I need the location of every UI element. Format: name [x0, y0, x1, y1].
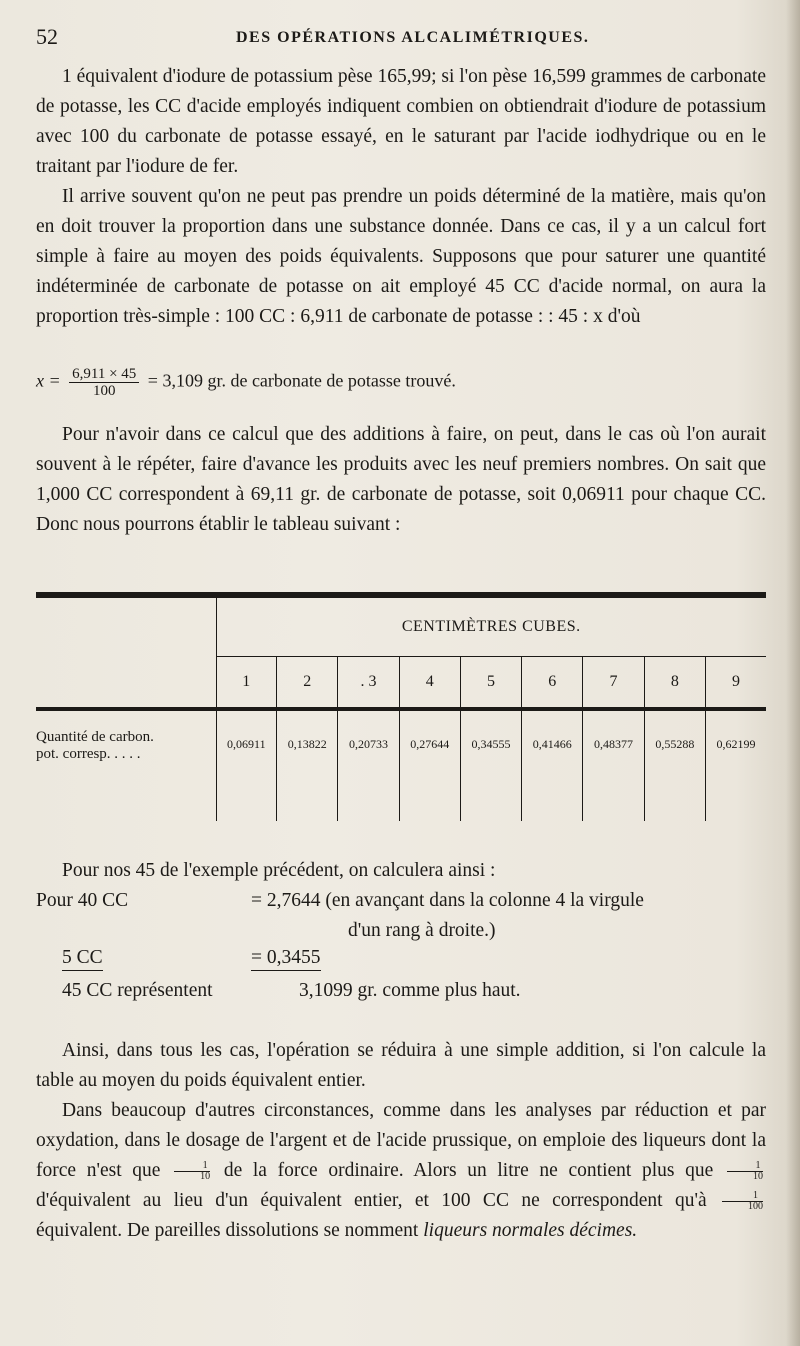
- table-corner: [36, 598, 216, 657]
- formula-numerator: 6,911 × 45: [69, 366, 139, 383]
- decimes-text-a: Dans beaucoup d'autres circonstances, comme dans les analyses par réduction et par oxydation, dans le dosage de l'argent et de l'acide prussique, on emploie des liqueurs dont la force n'est que: [36, 1100, 766, 1181]
- table-cell: 0,06911: [216, 711, 277, 777]
- decimes-text-b: de la force ordinaire. Alors un litre ne contient plus que: [223, 1160, 714, 1181]
- paragraph-additions: Pour n'avoir dans ce calcul que des additions à faire, on peut, dans le cas où l'on aurait souvent à le répéter, faire d'avance les produits avec les neuf premiers nombres. On sait que 1,000 CC correspondent à 69,11 gr. de carbonate de potasse, soit 0,06911 pour chaque CC. Donc nous pourrons établir le tableau suivant :: [36, 424, 766, 535]
- row-label-line2: pot. corresp. . . . .: [36, 746, 141, 762]
- example-45-right: 3,1099 gr. comme plus haut.: [299, 980, 521, 1001]
- formula-rhs: = 3,109 gr. de carbonate de potasse trouvé.: [147, 370, 456, 391]
- fraction-one-tenth-2: $\frac{1}{10}$: [727, 1161, 763, 1182]
- example-40-left: Pour 40 CC: [36, 890, 129, 911]
- column-header: 9: [705, 657, 766, 708]
- column-header: 1: [216, 657, 277, 708]
- paragraph-addition: Ainsi, dans tous les cas, l'opération se réduira à une simple addition, si l'on calcule la table au moyen du poids équivalent entier.: [36, 1040, 766, 1091]
- page-header: [36, 24, 776, 54]
- column-header: 5: [460, 657, 521, 708]
- table-cell: 0,34555: [460, 711, 521, 777]
- table-caption: CENTIMÈTRES CUBES.: [216, 598, 766, 657]
- column-header: 6: [522, 657, 583, 708]
- table-cell: 0,62199: [705, 711, 766, 777]
- decimes-text-c: d'équivalent au lieu d'un équivalent entier, et 100 CC ne correspondent qu'à: [36, 1190, 707, 1211]
- fraction-one-tenth: $\frac{1}{10}$: [174, 1161, 210, 1182]
- table-tail: [36, 777, 766, 821]
- formula-lhs: x =: [36, 370, 61, 391]
- body-text-before-table: [36, 420, 766, 540]
- table-cell: 0,27644: [399, 711, 460, 777]
- example-5-left: 5 CC: [62, 946, 103, 971]
- table-caption-row: [36, 598, 766, 657]
- column-header: 2: [277, 657, 338, 708]
- column-header: 8: [644, 657, 705, 708]
- decimes-term: liqueurs normales décimes.: [423, 1220, 638, 1241]
- example-5-right: = 0,3455: [251, 946, 321, 971]
- example-40-continuation: d'un rang à droite.): [348, 920, 496, 941]
- example-calculation: [36, 856, 766, 1006]
- page-number: 52: [36, 24, 58, 49]
- paragraph-iodure: 1 équivalent d'iodure de potassium pèse 165,99; si l'on pèse 16,599 grammes de carbonate de potasse, les CC d'acide employés indiquent combien on obtiendrait d'iodure de potassium avec 100 du carbonate de potasse essayé, en le saturant par l'acide iodhydrique ou en le traitant par l'iodure de fer.: [36, 66, 766, 177]
- column-header: . 3: [338, 657, 399, 708]
- table-cell: 0,41466: [522, 711, 583, 777]
- example-intro: Pour nos 45 de l'exemple précédent, on calculera ainsi :: [62, 860, 496, 881]
- example-45-left: 45 CC représentent: [62, 980, 213, 1001]
- table-row: [36, 711, 766, 777]
- body-text-top: [36, 62, 766, 332]
- table-cell: 0,48377: [583, 711, 644, 777]
- formula-denominator: 100: [92, 383, 116, 399]
- table-corner-2: [36, 657, 216, 708]
- row-label: [36, 711, 216, 777]
- example-line-40-cont: [36, 916, 766, 946]
- table-column-headers: [36, 657, 766, 708]
- example-line-40: [36, 886, 766, 916]
- row-label-line1: Quantité de carbon.: [36, 729, 154, 745]
- fraction-one-hundredth: $\frac{1}{100}$: [722, 1191, 763, 1212]
- table-cell: 0,20733: [338, 711, 399, 777]
- column-header: 4: [399, 657, 460, 708]
- running-head: DES OPÉRATIONS ALCALIMÉTRIQUES.: [236, 29, 590, 46]
- column-header: 7: [583, 657, 644, 708]
- example-line-45: [36, 976, 766, 1006]
- body-text-bottom: [36, 1036, 766, 1246]
- equivalents-table: [36, 592, 766, 821]
- example-40-right: = 2,7644 (en avançant dans la colonne 4 la virgule: [251, 890, 644, 911]
- formula-fraction: [69, 366, 139, 399]
- page-edge-shadow: [786, 0, 800, 1346]
- decimes-text-d: équivalent. De pareilles dissolutions se nomment: [36, 1220, 419, 1241]
- paragraph-decimes: [36, 1096, 766, 1246]
- example-line-5: [36, 946, 766, 976]
- paragraph-proportion: Il arrive souvent qu'on ne peut pas prendre un poids déterminé de la matière, mais qu'on en doit trouver la proportion dans une substance donnée. Dans ce cas, il y a un calcul fort simple à faire au moyen des poids équivalents. Supposons que pour saturer une quantité indéterminée de carbonate de potasse on ait employé 45 CC d'acide normal, on aura la proportion très-simple : 100 CC : 6,911 de carbonate de potasse : : 45 : x d'où: [36, 186, 766, 327]
- formula: [36, 366, 766, 408]
- table-cell: 0,55288: [644, 711, 705, 777]
- table-cell: 0,13822: [277, 711, 338, 777]
